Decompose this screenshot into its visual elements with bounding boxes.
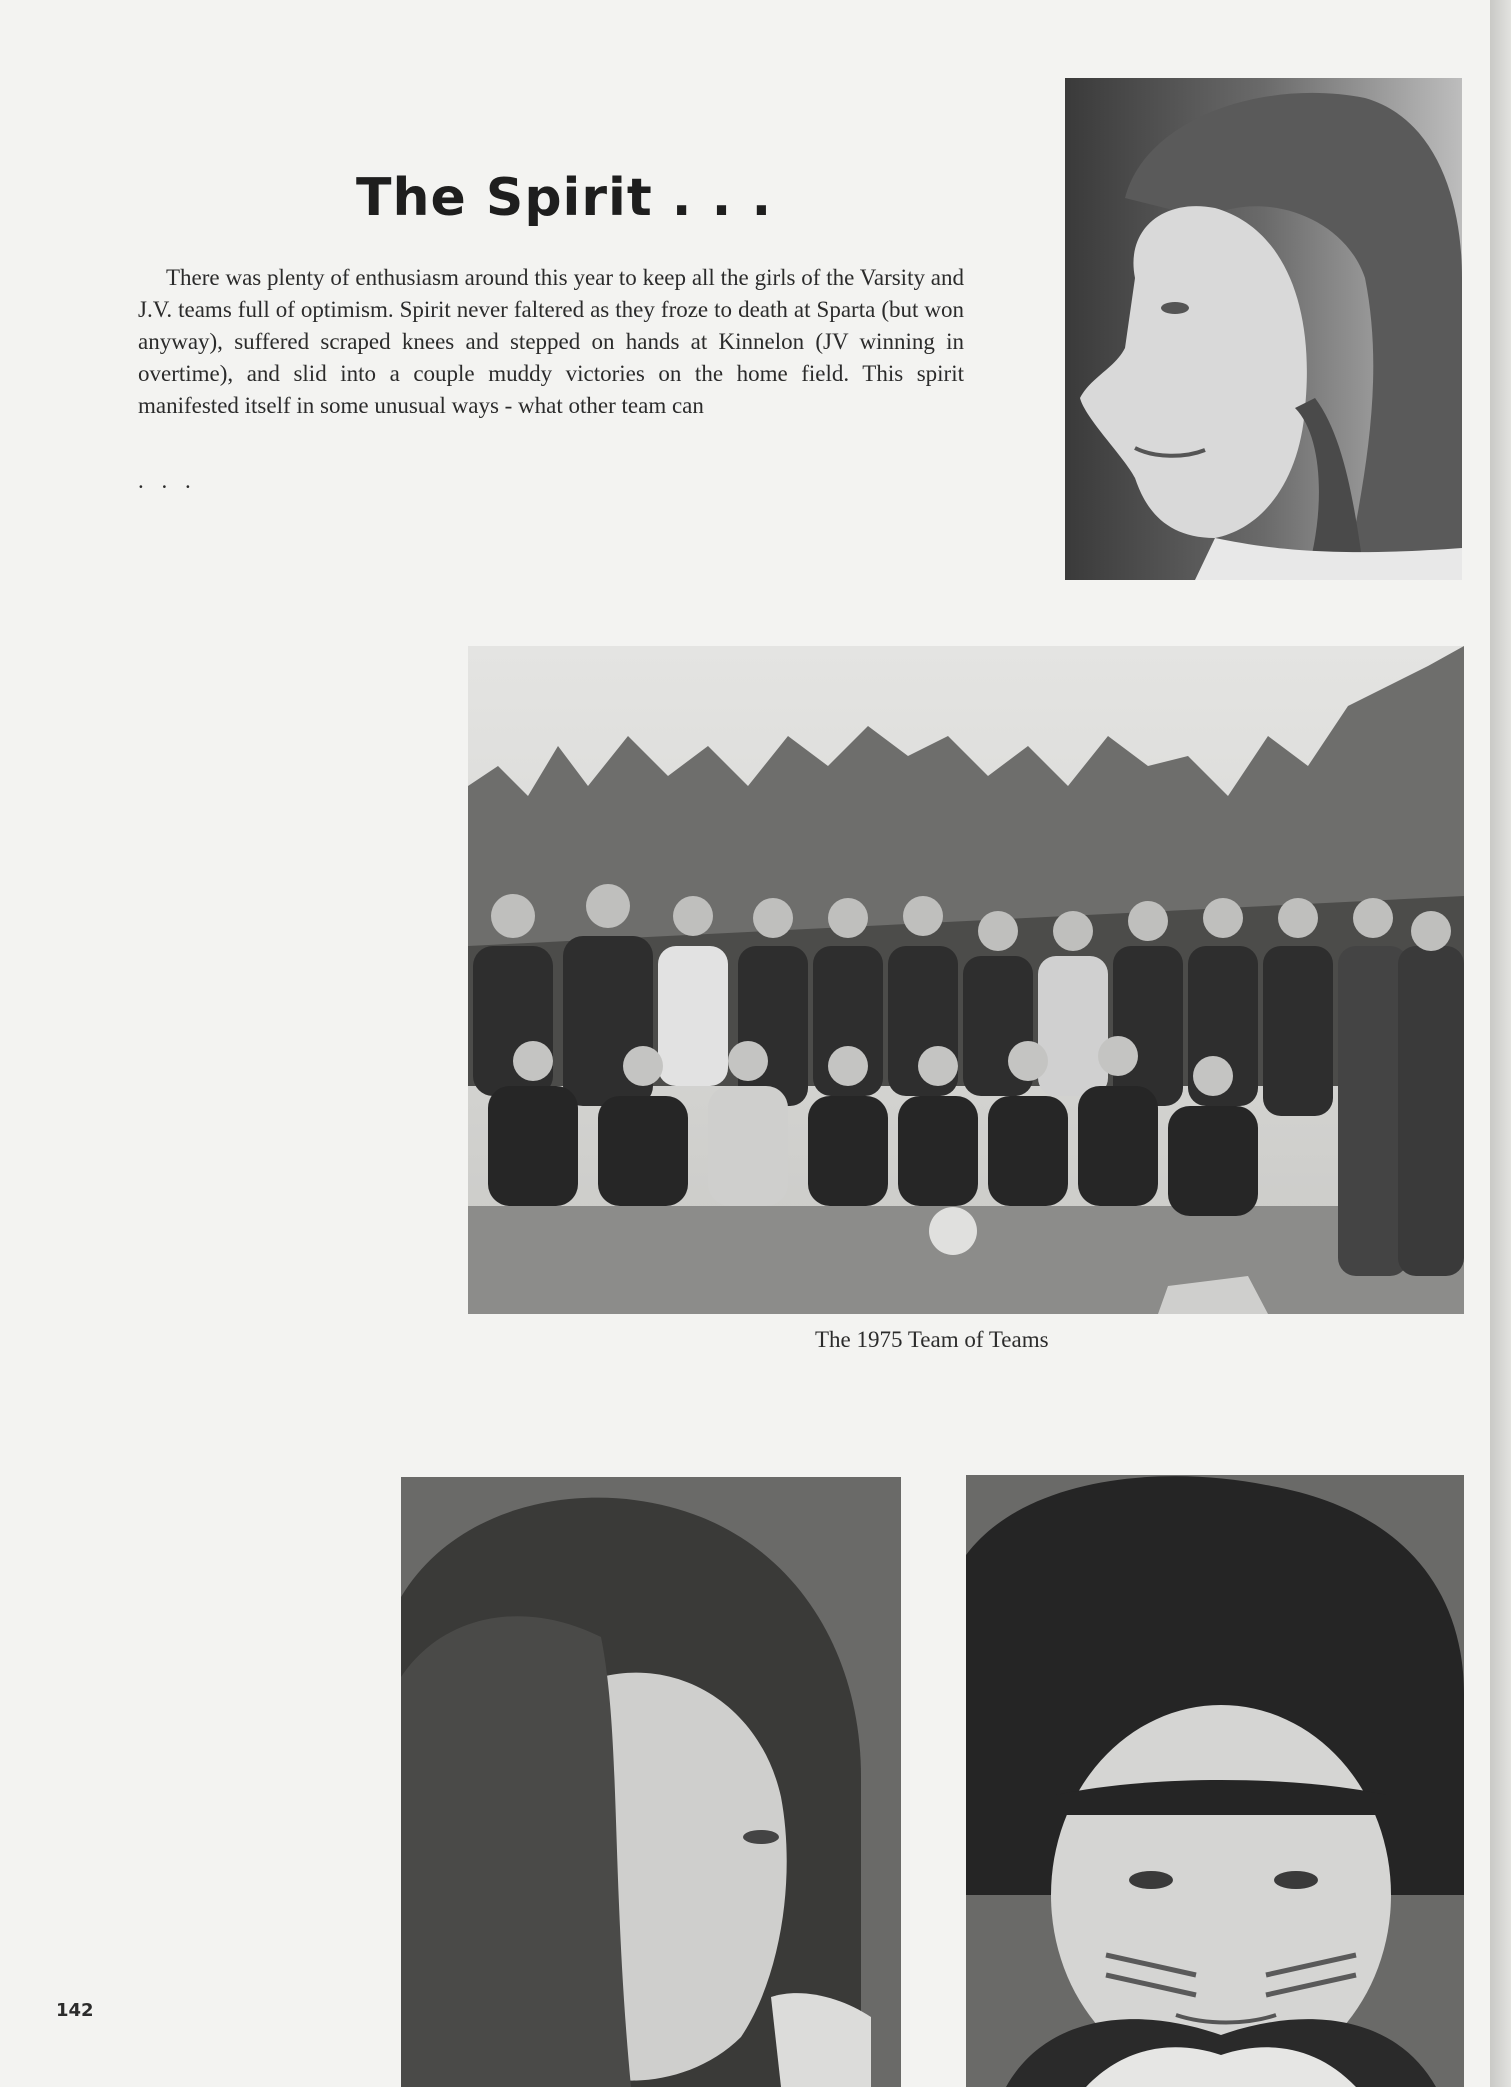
team-photo-caption: The 1975 Team of Teams <box>815 1327 1049 1352</box>
coach-portrait-photo <box>1065 78 1462 580</box>
page-edge <box>1490 0 1511 2087</box>
page-number: 142 <box>56 2000 94 2021</box>
team-group-photo <box>468 646 1464 1314</box>
article-paragraph: There was plenty of enthusiasm around this year to keep all the girls of the Varsity and J.V. teams full of optimism. Spirit never faltered as they froze to death at Sparta (but won anyway), suffered scraped knees and stepped on hands at Kinnelon (JV winning in overtime), and slid into a couple muddy victories on the home field. This spirit manifested itself in some unusual ways - what other team can <box>138 265 964 418</box>
player-portrait-photo-left <box>401 1477 901 2087</box>
player-portrait-photo-right <box>966 1475 1464 2087</box>
article-continuation: . . . <box>138 468 197 493</box>
page-title: The Spirit . . . <box>356 168 773 228</box>
article-body <box>138 262 964 422</box>
